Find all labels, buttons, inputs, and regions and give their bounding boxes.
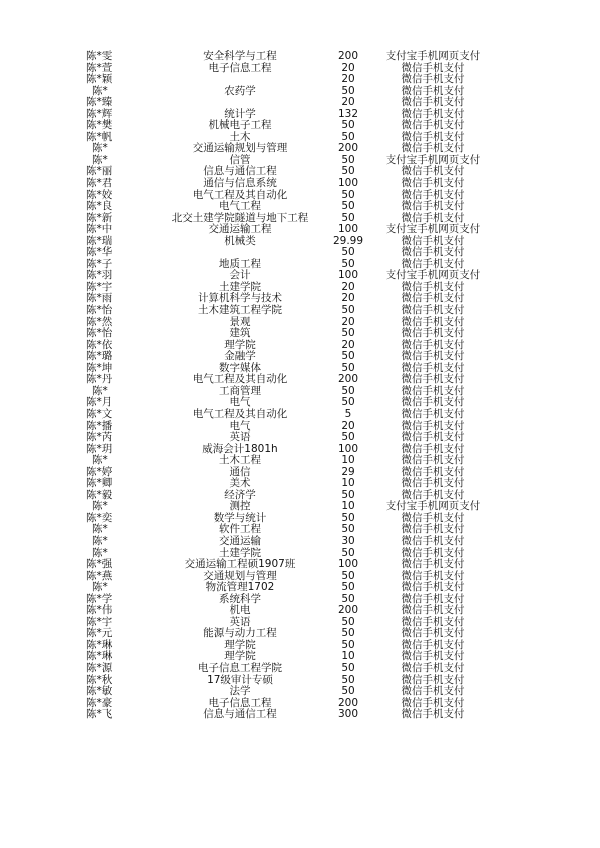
donor-name: 陈*芮 [86,431,113,444]
payment-method: 微信手机支付 [401,338,465,351]
payment-method: 微信手机支付 [401,465,465,478]
payment-method: 微信手机支付 [401,200,465,213]
donor-name: 陈*婷 [86,465,113,478]
donor-major: 经济学 [224,488,256,501]
payment-method: 微信手机支付 [401,407,465,420]
donor-name: 陈*璐 [86,350,113,363]
table-row [0,97,600,109]
donor-major: 理学院 [224,650,256,663]
payment-method: 微信手机支付 [401,130,465,143]
donor-name: 陈*羽 [86,269,113,282]
donor-name: 陈*播 [86,419,113,432]
donor-major: 地质工程 [219,257,261,270]
donor-name: 陈*月 [86,396,113,409]
donation-amount: 50 [341,165,355,178]
donation-amount: 20 [341,73,355,86]
payment-method: 微信手机支付 [401,661,465,674]
donor-name: 陈*依 [86,338,113,351]
donor-major: 电气工程 [219,200,261,213]
donation-amount: 30 [341,534,355,547]
donor-name: 陈* [92,581,108,594]
payment-method: 微信手机支付 [401,431,465,444]
donor-name: 陈*学 [86,592,113,605]
donor-name: 陈*雯 [86,50,113,62]
donor-name: 陈*琳 [86,638,113,651]
payment-method: 微信手机支付 [401,384,465,397]
donor-major: 软件工程 [219,523,261,536]
table-row [0,178,600,190]
donor-name: 陈* [92,84,108,97]
payment-method: 支付宝手机网页支付 [385,153,481,166]
payment-method: 微信手机支付 [401,257,465,270]
table-row [0,559,600,571]
donor-name: 陈*臻 [86,96,113,109]
payment-method: 微信手机支付 [401,84,465,97]
payment-method: 微信手机支付 [401,454,465,467]
donation-amount: 50 [341,615,355,628]
payment-method: 微信手机支付 [401,511,465,524]
donor-major: 通信 [229,465,251,478]
donation-table [0,51,600,721]
donor-name: 陈*卿 [86,477,113,490]
donation-amount: 50 [341,511,355,524]
donor-name: 陈*萱 [86,61,113,74]
donor-name: 陈*怡 [86,327,113,340]
table-row [0,536,600,548]
donation-amount: 50 [341,431,355,444]
donor-name: 陈* [92,546,108,559]
donor-major: 信息与通信工程 [203,708,277,721]
donor-major: 英语 [229,431,251,444]
donation-amount: 50 [341,661,355,674]
donation-amount: 200 [337,604,359,617]
donation-amount: 20 [341,280,355,293]
donor-major: 美术 [229,477,251,490]
donation-amount: 10 [341,650,355,663]
payment-method: 微信手机支付 [401,292,465,305]
donor-major: 威海会计1801h [202,442,278,455]
donor-name: 陈*辉 [86,107,113,120]
table-row [0,490,600,502]
payment-method: 支付宝手机网页支付 [385,223,481,236]
donor-major: 英语 [229,615,251,628]
donation-amount: 50 [341,488,355,501]
donor-major: 土建学院 [219,546,261,559]
donation-amount: 100 [337,558,359,571]
donor-major: 土建学院 [219,280,261,293]
table-row [0,524,600,536]
donor-major: 数学与统计 [213,511,267,524]
payment-method: 微信手机支付 [401,558,465,571]
donation-amount: 50 [341,523,355,536]
donation-amount: 20 [341,419,355,432]
payment-method: 微信手机支付 [401,188,465,201]
donor-name: 陈*琳 [86,650,113,663]
donation-amount: 50 [341,200,355,213]
table-row [0,686,600,698]
payment-method: 微信手机支付 [401,142,465,155]
payment-method: 微信手机支付 [401,615,465,628]
donor-major: 土木工程 [219,454,261,467]
donation-amount: 50 [341,257,355,270]
payment-method: 微信手机支付 [401,119,465,132]
payment-method: 微信手机支付 [401,685,465,698]
donation-amount: 10 [341,454,355,467]
donor-name: 陈* [92,500,108,513]
donor-major: 交通运输 [219,534,261,547]
donation-amount: 100 [337,223,359,236]
donation-amount: 20 [341,292,355,305]
donor-major: 交通运输规划与管理 [192,142,288,155]
payment-method: 微信手机支付 [401,373,465,386]
donor-major: 机械类 [224,234,256,247]
donor-name: 陈* [92,384,108,397]
donor-name: 陈*豪 [86,696,113,709]
table-row [0,663,600,675]
donation-amount: 50 [341,546,355,559]
table-row [0,513,600,525]
payment-method: 微信手机支付 [401,442,465,455]
payment-method: 微信手机支付 [401,523,465,536]
donor-name: 陈*元 [86,627,113,640]
payment-method: 微信手机支付 [401,604,465,617]
donor-major: 交通运输工程硕1907班 [184,558,296,571]
payment-method: 微信手机支付 [401,396,465,409]
donor-major: 法学 [229,685,251,698]
donation-amount: 50 [341,188,355,201]
donation-amount: 50 [341,569,355,582]
donor-name: 陈*姣 [86,188,113,201]
donor-name: 陈*敏 [86,685,113,698]
table-row [0,374,600,386]
donor-major: 计算机科学与技术 [198,292,282,305]
donor-name: 陈*强 [86,558,113,571]
donor-major: 景观 [229,315,251,328]
donor-major: 土木建筑工程学院 [198,304,282,317]
donor-name: 陈*坤 [86,361,113,374]
table-row [0,571,600,583]
donor-name: 陈*中 [86,223,113,236]
donation-amount: 50 [341,350,355,363]
donation-amount: 50 [341,592,355,605]
donation-amount: 100 [337,442,359,455]
payment-method: 微信手机支付 [401,61,465,74]
donor-major: 电气工程及其自动化 [192,407,288,420]
payment-method: 微信手机支付 [401,581,465,594]
table-row [0,444,600,456]
donation-amount: 20 [341,315,355,328]
donor-name: 陈*樊 [86,119,113,132]
payment-method: 支付宝手机网页支付 [385,500,481,513]
payment-method: 微信手机支付 [401,165,465,178]
table-row [0,409,600,421]
donor-name: 陈*子 [86,257,113,270]
donor-major: 通信与信息系统 [203,177,277,190]
payment-method: 支付宝手机网页支付 [385,50,481,62]
donation-amount: 50 [341,327,355,340]
donor-major: 理学院 [224,338,256,351]
table-row [0,709,600,721]
payment-method: 微信手机支付 [401,246,465,259]
donation-amount: 50 [341,304,355,317]
donor-major: 电气 [229,419,251,432]
payment-method: 微信手机支付 [401,280,465,293]
donor-name: 陈*秋 [86,673,113,686]
donation-amount: 50 [341,673,355,686]
donor-name: 陈* [92,534,108,547]
payment-method: 微信手机支付 [401,73,465,86]
payment-method: 微信手机支付 [401,327,465,340]
donor-major: 安全科学与工程 [203,50,277,62]
donor-major: 测控 [229,500,251,513]
donor-name: 陈*燕 [86,569,113,582]
donor-name: 陈*源 [86,661,113,674]
donor-major: 电气工程及其自动化 [192,373,288,386]
donation-amount: 50 [341,627,355,640]
donor-name: 陈*奕 [86,511,113,524]
payment-method: 微信手机支付 [401,546,465,559]
payment-method: 微信手机支付 [401,708,465,721]
donation-amount: 10 [341,500,355,513]
table-row [0,432,600,444]
payment-method: 微信手机支付 [401,477,465,490]
donation-amount: 50 [341,153,355,166]
donation-amount: 200 [337,50,359,62]
donor-major: 建筑 [229,327,251,340]
donor-major: 农药学 [224,84,256,97]
donor-major: 交通运输工程 [208,223,272,236]
donation-amount: 20 [341,96,355,109]
payment-method: 微信手机支付 [401,177,465,190]
donor-major: 系统科学 [219,592,261,605]
donor-name: 陈*飞 [86,708,113,721]
donor-name: 陈*颖 [86,73,113,86]
donor-major: 北交土建学院隧道与地下工程 [171,211,309,224]
payment-method: 微信手机支付 [401,350,465,363]
donor-name: 陈*瑞 [86,234,113,247]
donor-major: 信管 [229,153,251,166]
payment-method: 微信手机支付 [401,673,465,686]
donor-name: 陈*玥 [86,442,113,455]
donor-major: 信息与通信工程 [203,165,277,178]
payment-method: 微信手机支付 [401,627,465,640]
donor-name: 陈*伟 [86,604,113,617]
donor-major: 电子信息工程 [208,61,272,74]
donor-major: 统计学 [224,107,256,120]
donation-amount: 132 [337,107,359,120]
donor-major: 交通规划与管理 [203,569,277,582]
table-row [0,132,600,144]
donation-amount: 50 [341,119,355,132]
donation-amount: 50 [341,361,355,374]
donation-amount: 29 [341,465,355,478]
donation-amount: 50 [341,84,355,97]
table-row [0,143,600,155]
donor-major: 能源与动力工程 [203,627,277,640]
donation-amount: 50 [341,638,355,651]
payment-method: 微信手机支付 [401,315,465,328]
donor-name: 陈*文 [86,407,113,420]
donor-name: 陈* [92,153,108,166]
donation-amount: 10 [341,477,355,490]
table-row [0,201,600,213]
donor-major: 物流管理1702 [205,581,275,594]
payment-method: 微信手机支付 [401,419,465,432]
payment-method: 微信手机支付 [401,488,465,501]
donor-name: 陈*良 [86,200,113,213]
donor-major: 17级审计专硕 [207,673,273,686]
donor-name: 陈*宇 [86,615,113,628]
donation-amount: 5 [344,407,352,420]
donor-name: 陈* [92,454,108,467]
donor-name: 陈*丽 [86,165,113,178]
payment-method: 微信手机支付 [401,361,465,374]
table-row [0,74,600,86]
donor-major: 会计 [229,269,251,282]
donation-amount: 50 [341,246,355,259]
donor-name: 陈*雨 [86,292,113,305]
donation-amount: 50 [341,396,355,409]
donation-amount: 50 [341,384,355,397]
table-row [0,455,600,467]
donor-name: 陈*毅 [86,488,113,501]
donor-name: 陈* [92,142,108,155]
donor-name: 陈*君 [86,177,113,190]
payment-method: 微信手机支付 [401,569,465,582]
donation-amount: 100 [337,177,359,190]
payment-method: 微信手机支付 [401,534,465,547]
payment-method: 支付宝手机网页支付 [385,269,481,282]
donor-name: 陈*新 [86,211,113,224]
donor-major: 工商管理 [219,384,261,397]
donor-major: 机械电子工程 [208,119,272,132]
table-row [0,51,600,63]
payment-method: 微信手机支付 [401,107,465,120]
donation-amount: 300 [337,708,359,721]
donation-amount: 200 [337,142,359,155]
donor-name: 陈*华 [86,246,113,259]
donor-name: 陈* [92,523,108,536]
payment-method: 微信手机支付 [401,211,465,224]
donor-name: 陈*然 [86,315,113,328]
donation-amount: 100 [337,269,359,282]
payment-method: 微信手机支付 [401,304,465,317]
donor-name: 陈*怡 [86,304,113,317]
table-row [0,305,600,317]
donor-major: 电气工程及其自动化 [192,188,288,201]
payment-method: 微信手机支付 [401,696,465,709]
donation-amount: 50 [341,130,355,143]
donation-amount: 20 [341,338,355,351]
donation-amount: 50 [341,581,355,594]
payment-method: 微信手机支付 [401,234,465,247]
donation-amount: 20 [341,61,355,74]
table-row [0,582,600,594]
payment-method: 微信手机支付 [401,638,465,651]
donation-amount: 50 [341,211,355,224]
payment-method: 微信手机支付 [401,592,465,605]
donor-major: 电子信息工程学院 [198,661,282,674]
donor-major: 数字媒体 [219,361,261,374]
donor-major: 电气 [229,396,251,409]
donor-major: 土木 [229,130,251,143]
donation-amount: 200 [337,696,359,709]
donor-name: 陈*丹 [86,373,113,386]
payment-method: 微信手机支付 [401,650,465,663]
donation-amount: 200 [337,373,359,386]
donor-name: 陈*帆 [86,130,113,143]
donation-amount: 29.99 [332,234,364,247]
donation-amount: 50 [341,685,355,698]
payment-method: 微信手机支付 [401,96,465,109]
donor-major: 理学院 [224,638,256,651]
table-row [0,328,600,340]
donor-major: 机电 [229,604,251,617]
donor-major: 金融学 [224,350,256,363]
donor-name: 陈*宇 [86,280,113,293]
donor-major: 电子信息工程 [208,696,272,709]
